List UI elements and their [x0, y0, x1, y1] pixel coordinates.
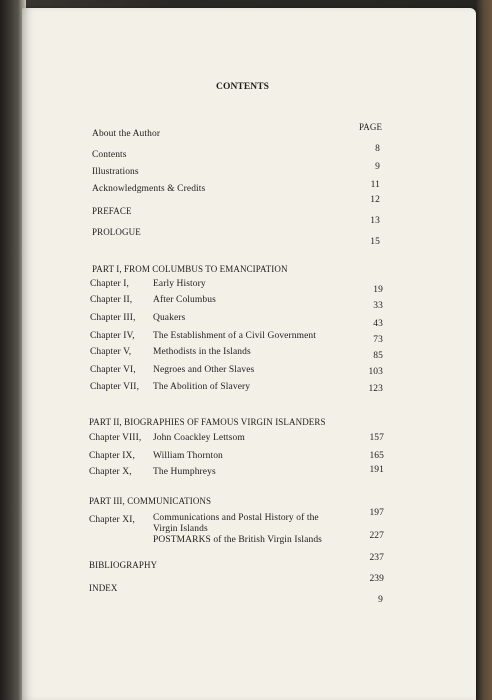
toc-entry-label: Illustrations: [92, 167, 139, 177]
chapter-title: Communications and Postal History of the: [153, 513, 319, 523]
chapter-number: Chapter II,: [90, 295, 133, 305]
chapter-title: Negroes and Other Slaves: [153, 365, 255, 375]
toc-entry-label: Acknowledgments & Credits: [92, 184, 206, 194]
chapter-number: Chapter III,: [90, 313, 136, 323]
toc-entry-label: About the Author: [92, 129, 161, 139]
chapter-number: Chapter I,: [90, 279, 129, 289]
chapter-page: 43: [373, 319, 383, 329]
chapter-page: 103: [368, 367, 383, 377]
toc-entry-label: INDEX: [89, 583, 118, 593]
toc-entry-page: 239: [369, 574, 384, 584]
postmarks-page: 227: [369, 531, 384, 541]
toc-entry-page: 11: [370, 180, 380, 190]
chapter-title: Early History: [153, 279, 206, 289]
chapter-page: 33: [373, 301, 383, 311]
chapter-page: 123: [368, 384, 383, 394]
chapter-page: 85: [373, 351, 383, 361]
chapter-number: Chapter X,: [89, 467, 132, 477]
toc-entry-page: 237: [369, 553, 384, 563]
chapter-page: 197: [369, 508, 384, 518]
chapter-number: Chapter IV,: [90, 331, 135, 341]
toc-entry-page: 9: [375, 162, 380, 172]
chapter-title: Quakers: [153, 313, 186, 323]
toc-entry-page: 8: [375, 144, 380, 154]
part-title: PART II, BIOGRAPHIES OF FAMOUS VIRGIN ISLANDERS: [89, 417, 326, 427]
chapter-title-continued: Virgin Islands: [153, 524, 208, 534]
toc-entry-label: BIBLIOGRAPHY: [89, 560, 158, 570]
chapter-page: 73: [373, 335, 383, 345]
part-title: PART III, COMMUNICATIONS: [89, 496, 212, 506]
trailing-page-number: 9: [378, 595, 383, 605]
chapter-number: Chapter VIII,: [89, 433, 142, 443]
toc-entry-page: 15: [370, 237, 380, 247]
chapter-page: 157: [369, 433, 384, 443]
part-title: PART I, FROM COLUMBUS TO EMANCIPATION: [92, 264, 288, 274]
chapter-title: William Thornton: [153, 451, 223, 461]
page-column-label: PAGE: [359, 122, 383, 132]
chapter-number: Chapter XI,: [89, 515, 135, 525]
chapter-title: The Establishment of a Civil Government: [153, 331, 316, 341]
toc-entry-page: 12: [370, 195, 380, 205]
chapter-title: The Humphreys: [153, 467, 216, 477]
toc-entry-label: Contents: [92, 150, 127, 160]
chapter-page: 191: [369, 465, 384, 475]
chapter-number: Chapter VI,: [90, 365, 136, 375]
chapter-number: Chapter IX,: [89, 451, 135, 461]
chapter-title: After Columbus: [153, 295, 216, 305]
chapter-title: Methodists in the Islands: [153, 347, 251, 357]
contents-title: CONTENTS: [216, 82, 270, 92]
chapter-number: Chapter V,: [90, 347, 132, 357]
chapter-number: Chapter VII,: [90, 382, 140, 392]
toc-entry-page: 13: [370, 216, 380, 226]
postmarks-entry: POSTMARKS of the British Virgin Islands: [153, 535, 322, 545]
toc-entry-label: PREFACE: [92, 206, 132, 216]
toc-entry-label: PROLOGUE: [92, 227, 141, 237]
chapter-page: 165: [369, 451, 384, 461]
chapter-title: John Coackley Lettsom: [153, 433, 245, 443]
right-background-strip: [476, 0, 492, 700]
chapter-title: The Abolition of Slavery: [153, 382, 251, 392]
chapter-page: 19: [373, 285, 383, 295]
